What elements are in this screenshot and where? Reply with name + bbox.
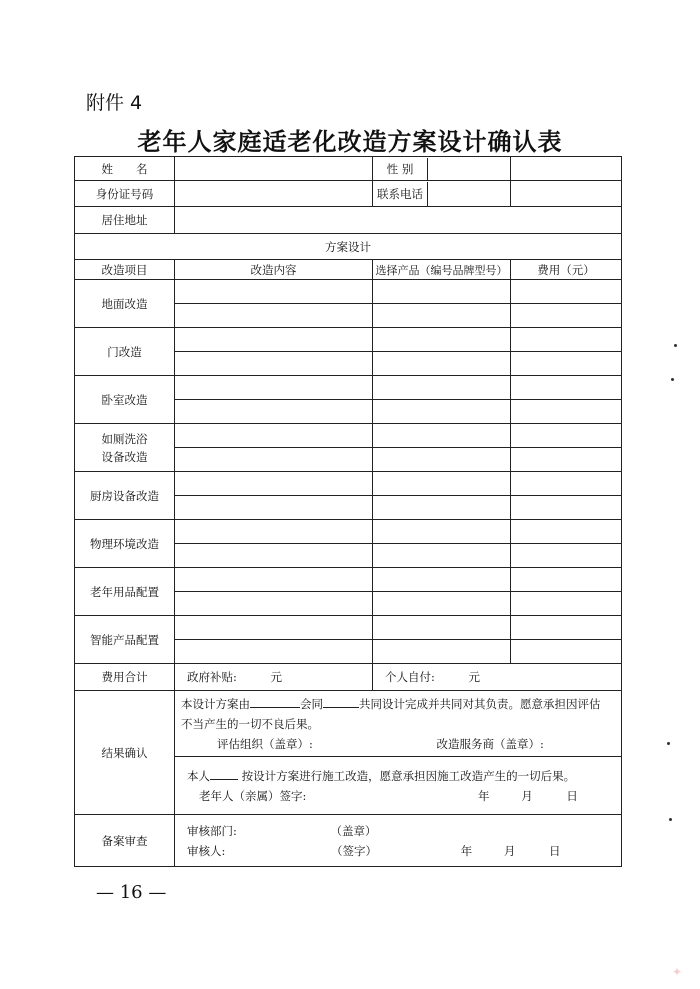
item-row xyxy=(75,424,622,448)
content-cell[interactable] xyxy=(175,304,373,328)
cost-cell[interactable] xyxy=(511,496,622,520)
cost-total-label: 费用合计 xyxy=(75,664,175,691)
item-label: 老年用品配置 xyxy=(75,568,175,616)
cost-cell[interactable] xyxy=(511,304,622,328)
product-cell[interactable] xyxy=(373,640,511,664)
scan-speck xyxy=(669,818,672,821)
item-label: 地面改造 xyxy=(75,280,175,328)
item-label: 智能产品配置 xyxy=(75,616,175,664)
cost-cell[interactable] xyxy=(511,448,622,472)
attachment-label: 附件 4 xyxy=(86,92,143,114)
cost-cell[interactable] xyxy=(511,352,622,376)
product-cell[interactable] xyxy=(373,400,511,424)
form-title: 老年人家庭适老化改造方案设计确认表 xyxy=(137,127,563,156)
year-label: 年 xyxy=(478,788,490,803)
filing-label: 备案审查 xyxy=(75,815,175,867)
scan-speck xyxy=(671,378,674,381)
filing-year-label: 年 xyxy=(460,843,473,858)
product-cell[interactable] xyxy=(373,472,511,496)
day-label: 日 xyxy=(566,788,578,803)
cost-cell[interactable] xyxy=(511,472,622,496)
content-cell[interactable] xyxy=(175,472,373,496)
phone-cell xyxy=(373,181,511,207)
content-cell[interactable] xyxy=(175,280,373,304)
item-row xyxy=(75,328,622,352)
gov-subsidy-label: 政府补贴: xyxy=(187,670,237,684)
product-cell[interactable] xyxy=(373,448,511,472)
product-cell[interactable] xyxy=(373,424,511,448)
designer-blank[interactable] xyxy=(250,695,300,708)
content-cell[interactable] xyxy=(175,496,373,520)
service-provider-label: 改造服务商（盖章）: xyxy=(436,736,544,751)
product-cell[interactable] xyxy=(373,520,511,544)
gov-subsidy-unit: 元 xyxy=(270,670,283,684)
item-label: 物理环境改造 xyxy=(75,520,175,568)
product-cell[interactable] xyxy=(373,328,511,352)
scan-speck xyxy=(667,742,670,745)
col-item-header: 改造项目 xyxy=(75,260,175,280)
plan-design-heading: 方案设计 xyxy=(75,234,622,260)
item-label: 厨房设备改造 xyxy=(75,472,175,520)
item-label: 门改造 xyxy=(75,328,175,376)
col-content-header: 改造内容 xyxy=(175,260,373,280)
name-value[interactable] xyxy=(175,157,373,181)
gender-value-extra[interactable] xyxy=(511,157,622,181)
item-row xyxy=(75,568,622,592)
cost-cell[interactable] xyxy=(511,328,622,352)
item-label xyxy=(75,424,175,472)
design-by-text: 本设计方案由 xyxy=(181,696,250,711)
month-label: 月 xyxy=(521,788,533,803)
content-cell[interactable] xyxy=(175,592,373,616)
item-row xyxy=(75,472,622,496)
row-result-1 xyxy=(75,691,622,757)
item-row xyxy=(75,616,622,640)
filing-day-label: 日 xyxy=(549,843,561,858)
cost-cell[interactable] xyxy=(511,616,622,640)
col-cost-header: 费用（元） xyxy=(511,260,622,280)
cost-cell[interactable] xyxy=(511,520,622,544)
page-number: — 16 — xyxy=(96,882,167,903)
phone-value[interactable] xyxy=(428,182,510,206)
content-cell[interactable] xyxy=(175,424,373,448)
gender-value[interactable] xyxy=(428,158,510,180)
product-cell[interactable] xyxy=(373,304,511,328)
scan-speck xyxy=(674,344,677,347)
product-cell[interactable] xyxy=(373,352,511,376)
row-address xyxy=(75,207,622,234)
cost-cell[interactable] xyxy=(511,424,622,448)
content-cell[interactable] xyxy=(175,448,373,472)
assess-org-label: 评估组织（盖章）: xyxy=(217,736,313,751)
product-cell[interactable] xyxy=(373,616,511,640)
self-pay-label: 个人自付: xyxy=(385,670,435,684)
confirmation-form-table xyxy=(74,156,622,867)
address-label: 居住地址 xyxy=(75,207,175,234)
watermark-logo: ✦ xyxy=(671,965,682,979)
cost-cell[interactable] xyxy=(511,640,622,664)
product-cell[interactable] xyxy=(373,568,511,592)
owner-text: 本人 xyxy=(187,768,210,783)
id-number-label: 身份证号码 xyxy=(75,181,175,207)
cost-cell[interactable] xyxy=(511,592,622,616)
item-label-text: 如厕洗浴设备改造 xyxy=(101,431,148,464)
content-cell[interactable] xyxy=(175,400,373,424)
owner-blank[interactable] xyxy=(210,767,238,780)
row-column-headers xyxy=(75,260,622,280)
content-cell[interactable] xyxy=(175,352,373,376)
content-cell[interactable] xyxy=(175,544,373,568)
address-value[interactable] xyxy=(175,207,622,234)
result-design-statement xyxy=(175,691,622,757)
cost-cell[interactable] xyxy=(511,568,622,592)
together-with-text: 会同 xyxy=(300,696,323,711)
result-label: 结果确认 xyxy=(75,691,175,815)
row-plan-design xyxy=(75,234,622,260)
cost-cell[interactable] xyxy=(511,376,622,400)
dept-seal-label: （盖章） xyxy=(330,823,377,838)
result-owner-statement xyxy=(175,757,622,815)
product-cell[interactable] xyxy=(373,592,511,616)
id-number-value[interactable] xyxy=(175,181,373,207)
content-cell[interactable] xyxy=(175,520,373,544)
col-product-header: 选择产品（编号品牌型号） xyxy=(373,260,511,280)
partner-blank[interactable] xyxy=(323,695,359,708)
product-cell[interactable] xyxy=(373,280,511,304)
product-cell[interactable] xyxy=(373,544,511,568)
content-cell[interactable] xyxy=(175,616,373,640)
content-cell[interactable] xyxy=(175,376,373,400)
cost-cell[interactable] xyxy=(511,400,622,424)
self-pay-cell[interactable] xyxy=(373,664,622,691)
self-pay-unit: 元 xyxy=(468,670,481,684)
phone-value-extra[interactable] xyxy=(511,181,622,207)
row-id xyxy=(75,181,622,207)
product-cell[interactable] xyxy=(373,496,511,520)
filing-content xyxy=(175,815,622,867)
reviewer-label: 审核人: xyxy=(187,843,226,858)
gender-label: 性 别 xyxy=(373,158,428,180)
gender-cell xyxy=(373,157,511,181)
content-cell[interactable] xyxy=(175,328,373,352)
phone-label: 联系电话 xyxy=(373,182,428,206)
name-label: 姓 名 xyxy=(75,157,175,181)
cost-cell[interactable] xyxy=(511,280,622,304)
row-cost-total xyxy=(75,664,622,691)
consequence-text: 不当产生的一切不良后果。 xyxy=(181,716,319,731)
gov-subsidy-cell[interactable] xyxy=(175,664,373,691)
row-filing xyxy=(75,815,622,867)
elder-sign-label: 老年人（亲属）签字: xyxy=(199,788,307,803)
review-dept-label: 审核部门: xyxy=(187,823,237,838)
product-cell[interactable] xyxy=(373,376,511,400)
item-label: 卧室改造 xyxy=(75,376,175,424)
construction-text: 按设计方案进行施工改造，愿意承担因施工改造产生的一切后果。 xyxy=(241,768,576,783)
responsibility-text: 共同设计完成并共同对其负责。愿意承担因评估 xyxy=(359,696,601,711)
item-row xyxy=(75,520,622,544)
reviewer-sign-label: （签字） xyxy=(331,843,378,858)
item-row xyxy=(75,376,622,400)
row-name xyxy=(75,157,622,181)
filing-month-label: 月 xyxy=(503,843,516,858)
cost-cell[interactable] xyxy=(511,544,622,568)
content-cell[interactable] xyxy=(175,568,373,592)
item-row xyxy=(75,280,622,304)
content-cell[interactable] xyxy=(175,640,373,664)
